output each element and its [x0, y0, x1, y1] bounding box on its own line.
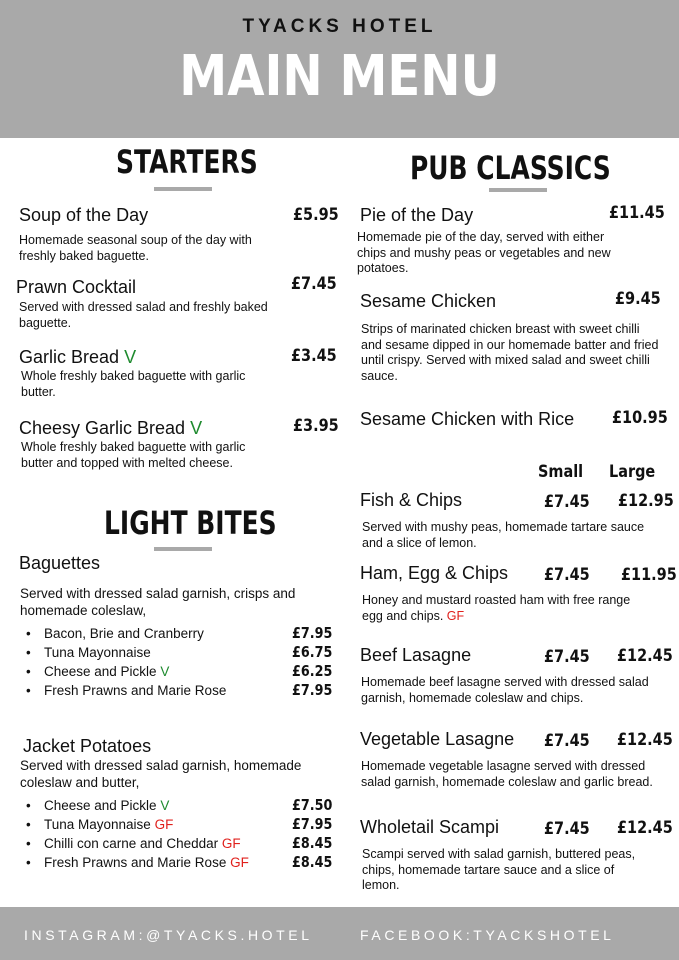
- jacket-potatoes-desc: Served with dressed salad garnish, homemade coleslaw and butter,: [20, 758, 302, 790]
- light-bites-title: LIGHT BITES: [104, 504, 277, 542]
- starter-name-soup: Soup of the Day: [19, 205, 149, 225]
- classic-small-price-veg: £7.45: [544, 731, 590, 751]
- classic-desc-pie: Homemade pie of the day, served with either chips and mushy peas or vegetables and new potatoes.: [357, 230, 611, 275]
- vegetarian-tag: V: [160, 664, 170, 679]
- list-item: • Fresh Prawns and Marie Rose £7.95: [26, 681, 333, 699]
- starter-name-cheesy: Cheesy Garlic Bread: [19, 418, 186, 438]
- classic-desc-sesame: Strips of marinated chicken breast with sweet chilli and sesame dipped in our homemade batter and fried until crispy. Served with mixed salad and sweet chilli sauce.: [361, 322, 659, 383]
- baguettes-desc: Served with dressed salad garnish, crisps and homemade coleslaw,: [20, 586, 296, 618]
- footer-band: [0, 907, 679, 960]
- classic-name-sesame: Sesame Chicken: [360, 291, 497, 311]
- starters-title: STARTERS: [116, 143, 258, 181]
- list-item: • Tuna Mayonnaise £6.75: [26, 643, 333, 661]
- baguette-list: [20, 624, 340, 700]
- facebook-handle[interactable]: FACEBOOK:TYACKSHOTEL: [360, 927, 615, 943]
- item-price: £6.75: [292, 643, 333, 661]
- starter-name-garlic: Garlic Bread: [19, 347, 120, 367]
- classic-name-ham: Ham, Egg & Chips: [360, 563, 509, 583]
- classic-name-veg: Vegetable Lasagne: [360, 729, 515, 749]
- classic-name-scampi: Wholetail Scampi: [360, 817, 500, 837]
- pub-classics-title: PUB CLASSICS: [410, 149, 611, 187]
- classic-desc-scampi: Scampi served with salad garnish, buttered peas, chips, homemade tartare sauce and a slice of lemon.: [362, 847, 636, 892]
- list-item: • Cheese and Pickle V £6.25: [26, 662, 333, 680]
- starter-name-prawn: Prawn Cocktail: [16, 277, 137, 297]
- starter-price-garlic: £3.45: [291, 346, 337, 366]
- classic-large-price-ham: £11.95: [621, 565, 677, 585]
- classic-desc-beef: Homemade beef lasagne served with dressed salad garnish, homemade coleslaw and chips.: [361, 675, 649, 705]
- starter-price-cheesy: £3.95: [293, 416, 339, 436]
- classic-name-beef: Beef Lasagne: [360, 645, 472, 665]
- gluten-free-tag: GF: [230, 855, 249, 870]
- list-item: • Bacon, Brie and Cranberry £7.95: [26, 624, 333, 642]
- vegetarian-tag: V: [124, 347, 137, 367]
- starter-cheesy-garlic-bread: [19, 418, 202, 439]
- vegetarian-tag: V: [190, 418, 203, 438]
- size-header-small: Small: [538, 462, 584, 482]
- pub-classics-divider: [489, 188, 547, 192]
- baguettes-title: Baguettes: [19, 553, 101, 573]
- classic-desc-ham: Honey and mustard roasted ham with free range egg and chips. GF: [362, 593, 631, 623]
- list-item: • Chilli con carne and Cheddar GF £8.45: [26, 834, 333, 852]
- item-price: £7.95: [292, 624, 333, 642]
- instagram-handle[interactable]: INSTAGRAM:@TYACKS.HOTEL: [24, 927, 313, 943]
- starters-divider: [154, 187, 212, 191]
- list-item: • Fresh Prawns and Marie Rose GF £8.45: [26, 853, 333, 871]
- vegetarian-tag: V: [160, 798, 170, 813]
- light-bites-divider: [154, 547, 212, 551]
- item-price: £8.45: [292, 853, 333, 871]
- header-band: [0, 0, 679, 138]
- starter-garlic-bread: [19, 347, 136, 368]
- classic-name-pie: Pie of the Day: [360, 205, 474, 225]
- menu-title: MAIN MENU: [179, 44, 500, 109]
- classic-desc-fish: Served with mushy peas, homemade tartare sauce and a slice of lemon.: [362, 520, 645, 550]
- classic-desc-veg: Homemade vegetable lasagne served with dressed salad garnish, homemade coleslaw and garlic bread.: [361, 759, 653, 789]
- classic-small-price-scampi: £7.45: [544, 819, 590, 839]
- starter-desc-soup: Homemade seasonal soup of the day with freshly baked baguette.: [19, 233, 252, 263]
- starter-price-prawn: £7.45: [291, 274, 337, 294]
- gluten-free-tag: GF: [221, 836, 241, 851]
- list-item: • Cheese and Pickle V £7.50: [26, 796, 333, 814]
- item-price: £7.95: [292, 681, 333, 699]
- jacket-list: [20, 796, 340, 872]
- jacket-potatoes-title: Jacket Potatoes: [23, 736, 152, 756]
- list-item: • Tuna Mayonnaise GF £7.95: [26, 815, 333, 833]
- classic-large-price-veg: £12.45: [617, 730, 673, 750]
- gluten-free-tag: GF: [446, 608, 465, 623]
- classic-price-sesame: £9.45: [615, 289, 661, 309]
- classic-large-price-scampi: £12.45: [617, 818, 673, 838]
- size-header-large: Large: [609, 462, 656, 482]
- classic-small-price-ham: £7.45: [544, 565, 590, 585]
- starter-desc-cheesy: Whole freshly baked baguette with garlic butter and topped with melted cheese.: [21, 440, 246, 470]
- classic-price-sesame-rice: £10.95: [612, 408, 668, 428]
- item-price: £7.95: [292, 815, 333, 833]
- classic-name-fish: Fish & Chips: [360, 490, 463, 510]
- item-price: £7.50: [292, 796, 333, 814]
- hotel-name: TYACKS HOTEL: [242, 16, 437, 37]
- item-price: £6.25: [292, 662, 333, 680]
- classic-small-price-fish: £7.45: [544, 492, 590, 512]
- classic-name-sesame-rice: Sesame Chicken with Rice: [360, 409, 575, 429]
- gluten-free-tag: GF: [154, 817, 174, 832]
- classic-small-price-beef: £7.45: [544, 647, 590, 667]
- classic-large-price-fish: £12.95: [618, 491, 674, 511]
- starter-desc-garlic: Whole freshly baked baguette with garlic butter.: [21, 369, 246, 399]
- classic-price-pie: £11.45: [609, 203, 665, 223]
- starter-price-soup: £5.95: [293, 205, 339, 225]
- classic-large-price-beef: £12.45: [617, 646, 673, 666]
- starter-desc-prawn: Served with dressed salad and freshly baked baguette.: [19, 300, 268, 330]
- item-price: £8.45: [292, 834, 333, 852]
